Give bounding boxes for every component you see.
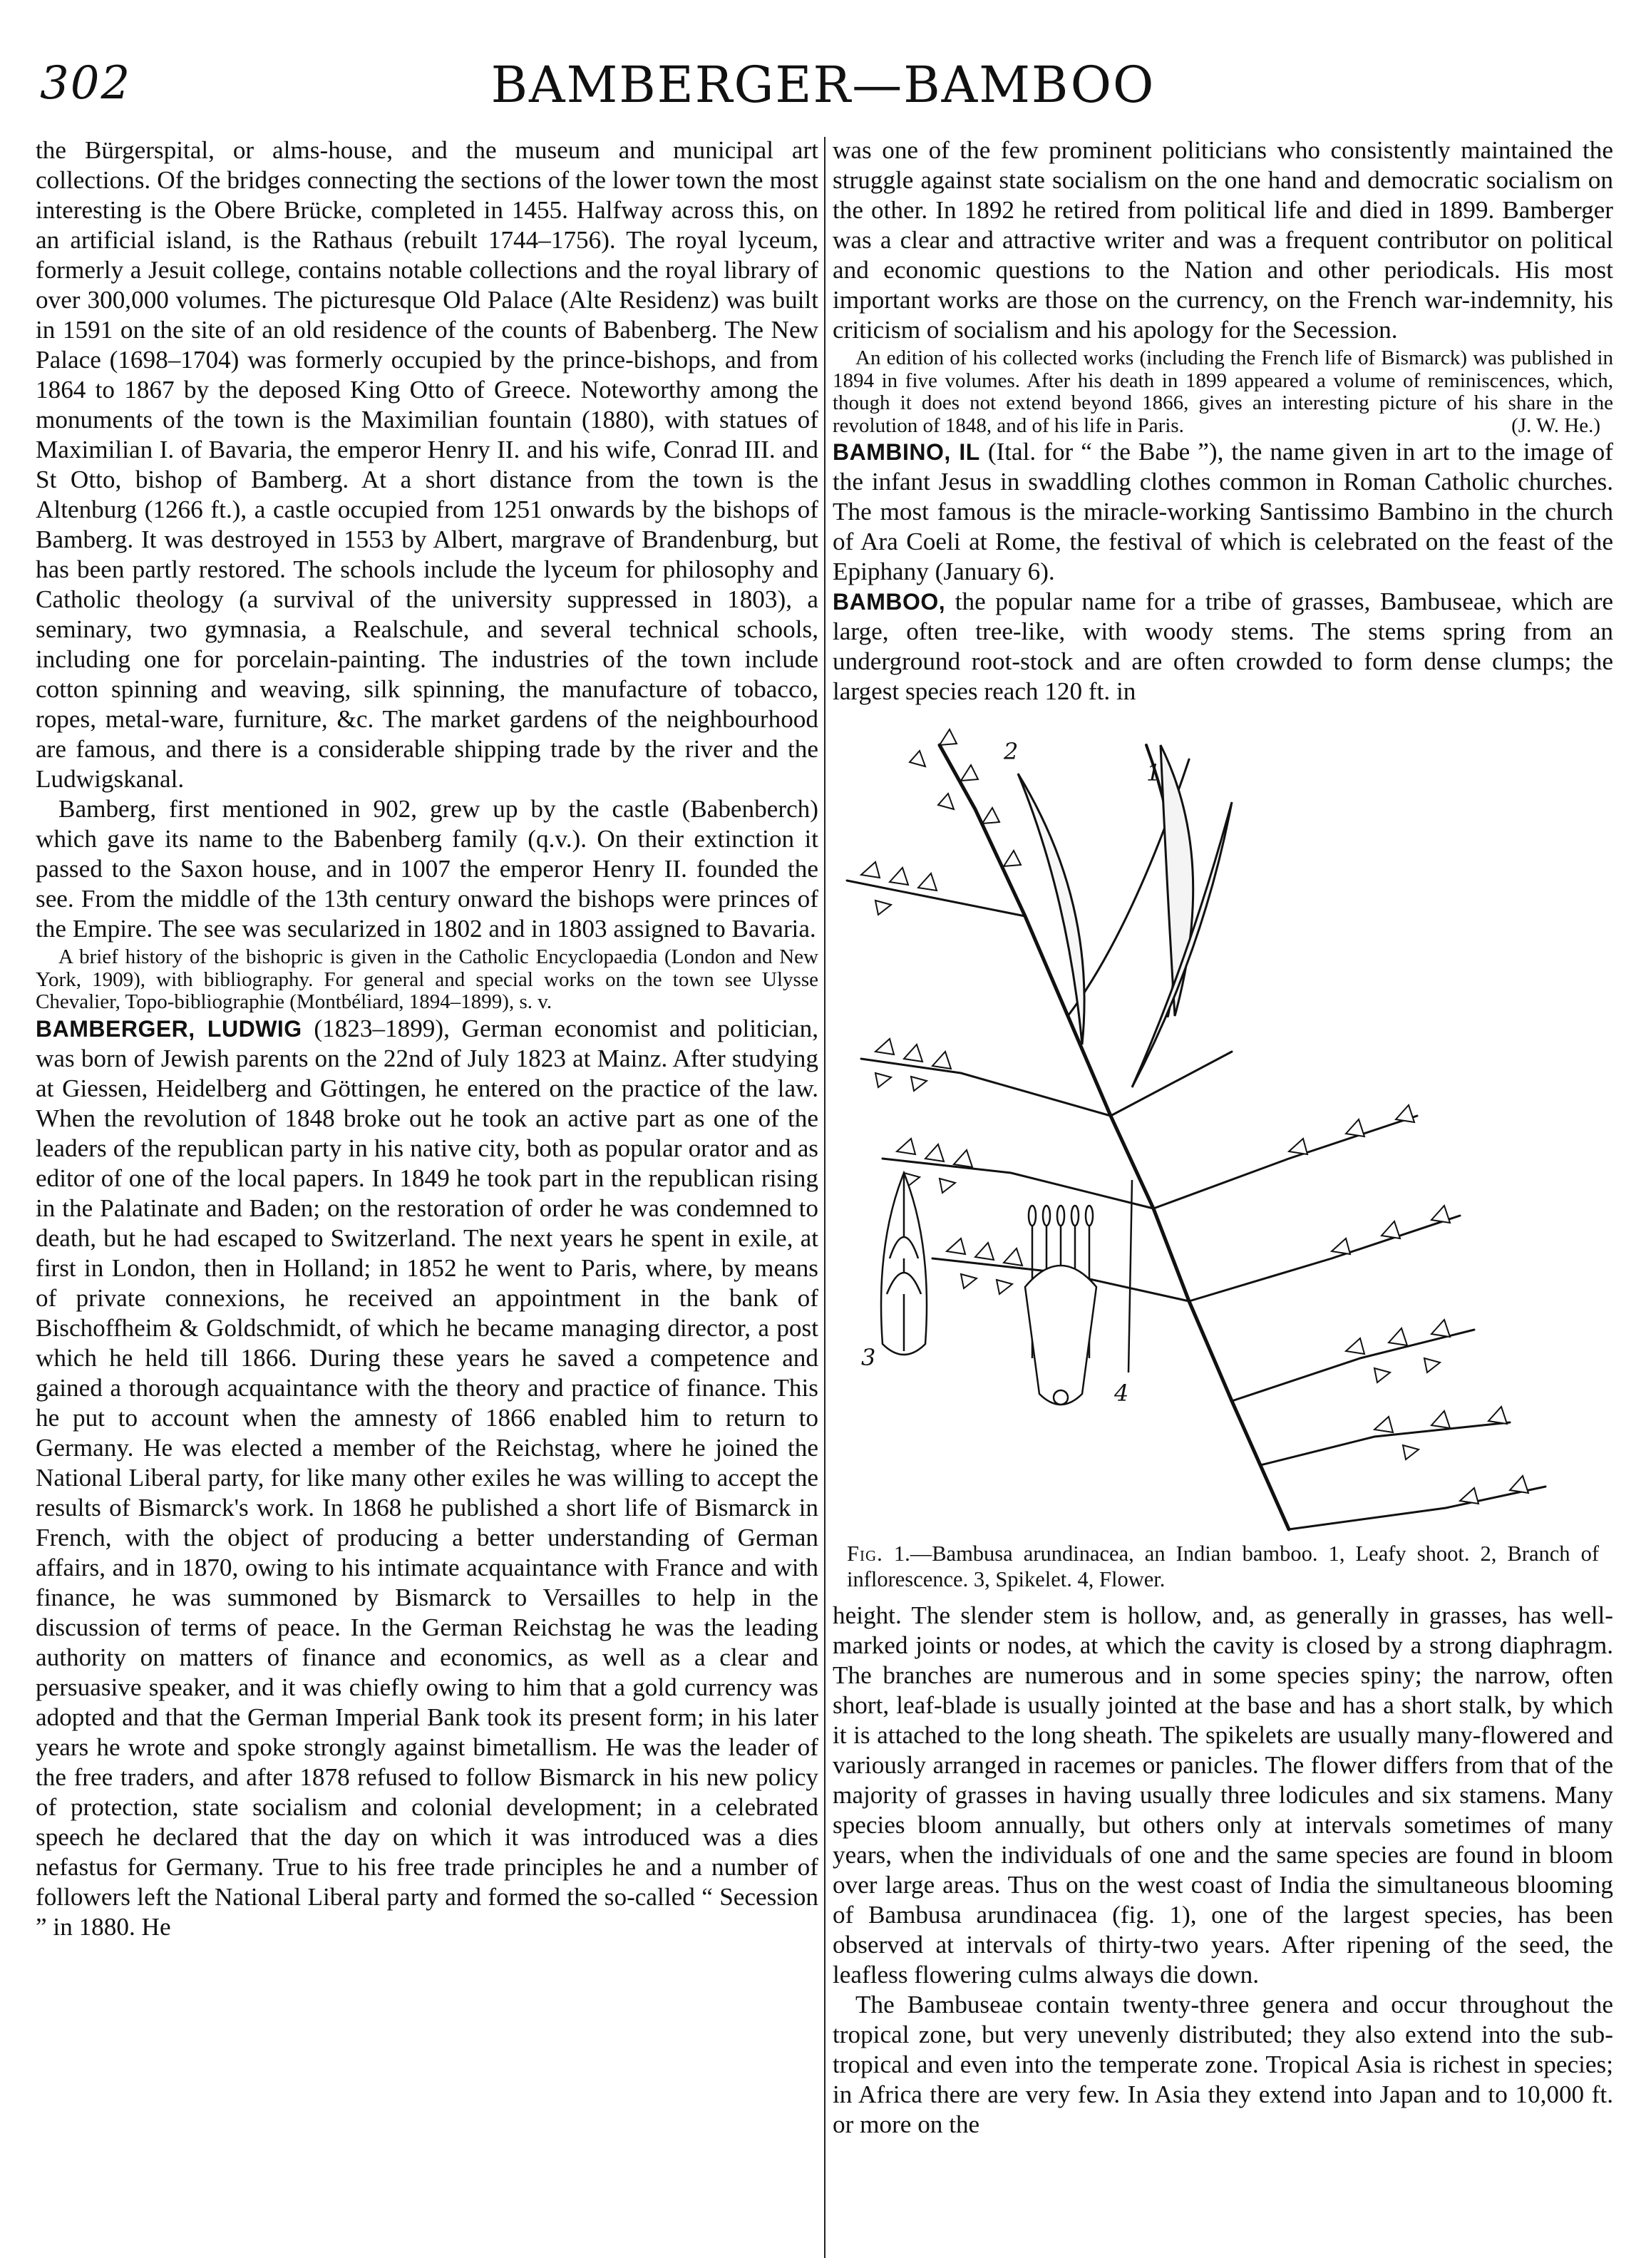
note-text: An edition of his collected works (including the French life of Bismarck) was published in 1894 in five volumes. After his death in 1899 appeared a volume of reminiscences, which, though it does not extend beyond 1866, gives an interesting picture of his share in the revolution of 1848, and of his life in Paris. xyxy=(833,347,1613,437)
paragraph-bamberger-cont: was one of the few prominent politicians who consistently maintained the struggle against state socialism on the one hand and democratic socialism on the other. In 1892 he retired from political life and died in 1899. Bamberger was a clear and attractive writer and was a frequent contributor on political and economic questions to the Nation and other periodicals. His most important works are those on the currency, on the French war-indemnity, his criticism of socialism and his apology for the Secession. xyxy=(833,136,1613,344)
running-head: BAMBERGER—BAMBOO xyxy=(490,56,1156,114)
figure-label: 1 xyxy=(1146,759,1161,786)
figure-label: 2 xyxy=(1004,738,1019,765)
entry-text: (1823–1899), German economist and politician, was born of Jewish parents on the 22nd of July 1823 at Mainz. After studying at Giessen, Heidelberg and Göttingen, he entered on the practice of the law. When the revolution of 1848 broke out he took an active part as one of the leaders of the republican party in his native city, both as popular orator and as editor of one of the local papers. In 1849 he took part in the republican rising in the Palatinate and Baden; on the restoration of order he was condemned to death, but he had escaped to Switzerland. The next years he spent in exile, at first in London, then in Holland; in 1852 he went to Paris, where, by means of private connexions, he received an appointment in the bank of Bischoffheim & Goldschmidt, of which he became managing director, a post which he held till 1866. During these years he saved a competence and gained a thorough acquaintance with the theory and practice of finance. This he put to account when the amnesty of 1866 enabled him to return to Germany. He was elected a member of the Reichstag, where he joined the National Liberal party, for like many other exiles he was willing to accept the results of Bismarck's work. In 1868 he published a short life of Bismarck in French, with the object of producing a better understanding of German affairs, and in 1870, owing to his intimate acquaintance with France and with finance, he was summoned by Bismarck to Versailles to help in the discussion of terms of peace. In the German Reichstag he was the leading authority on matters of finance and economics, as well as a clear and persuasive speaker, and it was chiefly owing to him that a gold currency was adopted and that the German Imperial Bank took its present form; in his later years he wrote and spoke strongly against bimetallism. He was the leader of the free traders, and after 1878 refused to follow Bismarck in his new policy of protection, state socialism and colonial development; in a celebrated speech he declared that the day on which it was introduced was a dies nefastus for Germany. True to his free trade principles he and a number of followers left the National Liberal party and formed the so-called “ Secession ” in 1880. He xyxy=(36,1014,818,1941)
figure-label: 3 xyxy=(861,1344,876,1371)
entry-bambino xyxy=(833,437,1613,587)
figure-caption xyxy=(833,1536,1613,1595)
figure-label: 4 xyxy=(1114,1380,1129,1407)
figure-caption-text: 1.—Bambusa arundinacea, an Indian bamboo. 1, Leafy shoot. 2, Branch of inflorescence. 3, Spikelet. 4, Flower. xyxy=(847,1541,1600,1591)
bibliography-note xyxy=(833,347,1613,437)
paragraph-bamboo-structure: height. The slender stem is hollow, and, as generally in grasses, has well-marked joints or nodes, at which the cavity is closed by a strong diaphragm. The branches are numerous and in some species spiny; the narrow, often short, leaf-blade is usually jointed at the base and has a short stalk, by which it is attached to the long sheath. The spikelets are usually many-flowered and variously arranged in racemes or panicles. The flower differs from that of the majority of grasses in having usually three lodicules and six stamens. Many species bloom annually, but others only at intervals sometimes of many years, when the individuals of one and the same species are found in bloom over large areas. Thus on the west coast of India the simultaneous blooming of Bambusa arundinacea (fig. 1), one of the largest species, has been observed at intervals of thirty-two years. After ripening of the seed, the leafless flowering culms always die down. xyxy=(833,1601,1613,1989)
paragraph-bamberg-town: the Bürgerspital, or alms-house, and the museum and municipal art collections. Of the bridges connecting the sections of the lower town the most interesting is the Obere Brücke, completed in 1455. Halfway across this, on an artificial island, is the Rathaus (rebuilt 1744–1756). The royal lyceum, formerly a Jesuit college, contains notable collections and the royal library of over 300,000 volumes. The picturesque Old Palace (Alte Residenz) was built in 1591 on the site of an old residence of the counts of Babenberg. The New Palace (1698–1704) was formerly occupied by the prince-bishops, and from 1864 to 1867 by the deposed King Otto of Greece. Noteworthy among the monuments of the town is the Maximilian fountain (1880), with statues of Maximilian I. of Bavaria, the emperor Henry II. and his wife, Conrad III. and St Otto, bishop of Bamberg. At a short distance from the town is the Altenburg (1266 ft.), a castle occupied from 1251 onwards by the bishops of Bamberg. It was destroyed in 1553 by Albert, margrave of Brandenburg, but has been partly restored. The schools include the lyceum for philosophy and Catholic theology (a survival of the university suppressed in 1803), a seminary, two gymnasia, a Realschule, and several technical schools, including one for porcelain-painting. The industries of the town include cotton spinning and weaving, silk spinning, the manufacture of tobacco, ropes, metal-ware, furniture, &c. The market gardens of the neighbourhood are famous, and there is a considerable shipping trade by the river and the Ludwigskanal. xyxy=(36,136,818,793)
bibliography-note: A brief history of the bishopric is given in the Catholic Encyclopaedia (London and New York, 1909), with bibliography. For general and special works on the town see Ulysse Chevalier, Topo-bibliographie (Montbéliard, 1894–1899), s. v. xyxy=(36,945,818,1013)
left-column xyxy=(36,135,818,1942)
headword: BAMBINO, IL xyxy=(833,439,980,465)
entry-text: the popular name for a tribe of grasses, Bambuseae, which are large, often tree-like, with woody stems. The stems spring from an underground root-stock and are often crowded to form dense clumps; the largest species reach 120 ft. in xyxy=(833,587,1613,705)
bamboo-figure xyxy=(833,717,1613,1595)
figure-caption-label: Fig. xyxy=(847,1541,883,1566)
bamboo-drawing xyxy=(833,717,1613,1536)
page-number: 302 xyxy=(40,57,132,110)
entry-bamboo xyxy=(833,587,1613,707)
headword: BAMBOO, xyxy=(833,589,946,615)
bamboo-illustration xyxy=(833,717,1613,1536)
column-rule xyxy=(824,137,825,2258)
headword: BAMBERGER, LUDWIG xyxy=(36,1015,302,1042)
entry-text: (Ital. for “ the Babe ”), the name given in art to the image of the infant Jesus in swaddling clothes common in Roman Catholic churches. The most famous is the miracle-working Santissimo Bambino in the church of Ara Coeli at Rome, the festival of which is celebrated on the feast of the Epiphany (January 6). xyxy=(833,438,1613,585)
right-column xyxy=(833,135,1613,2140)
paragraph-bamberg-history: Bamberg, first mentioned in 902, grew up by the castle (Babenberch) which gave its name to the Babenberg family (q.v.). On their extinction it passed to the Saxon house, and in 1007 the emperor Henry II. founded the see. From the middle of the 13th century onward the bishops were princes of the Empire. The see was secularized in 1802 and in 1803 assigned to Bavaria. xyxy=(36,795,818,943)
paragraph-bamboo-distribution: The Bambuseae contain twenty-three genera and occur throughout the tropical zone, but very unevenly distributed; they also extend into the sub-tropical and even into the temperate zone. Tropical Asia is richest in species; in Africa there are very few. In Asia they extend into Japan and to 10,000 ft. or more on the xyxy=(833,1991,1613,2138)
entry-bamberger-ludwig xyxy=(36,1014,818,1942)
author-signature: (J. W. He.) xyxy=(1511,414,1600,437)
